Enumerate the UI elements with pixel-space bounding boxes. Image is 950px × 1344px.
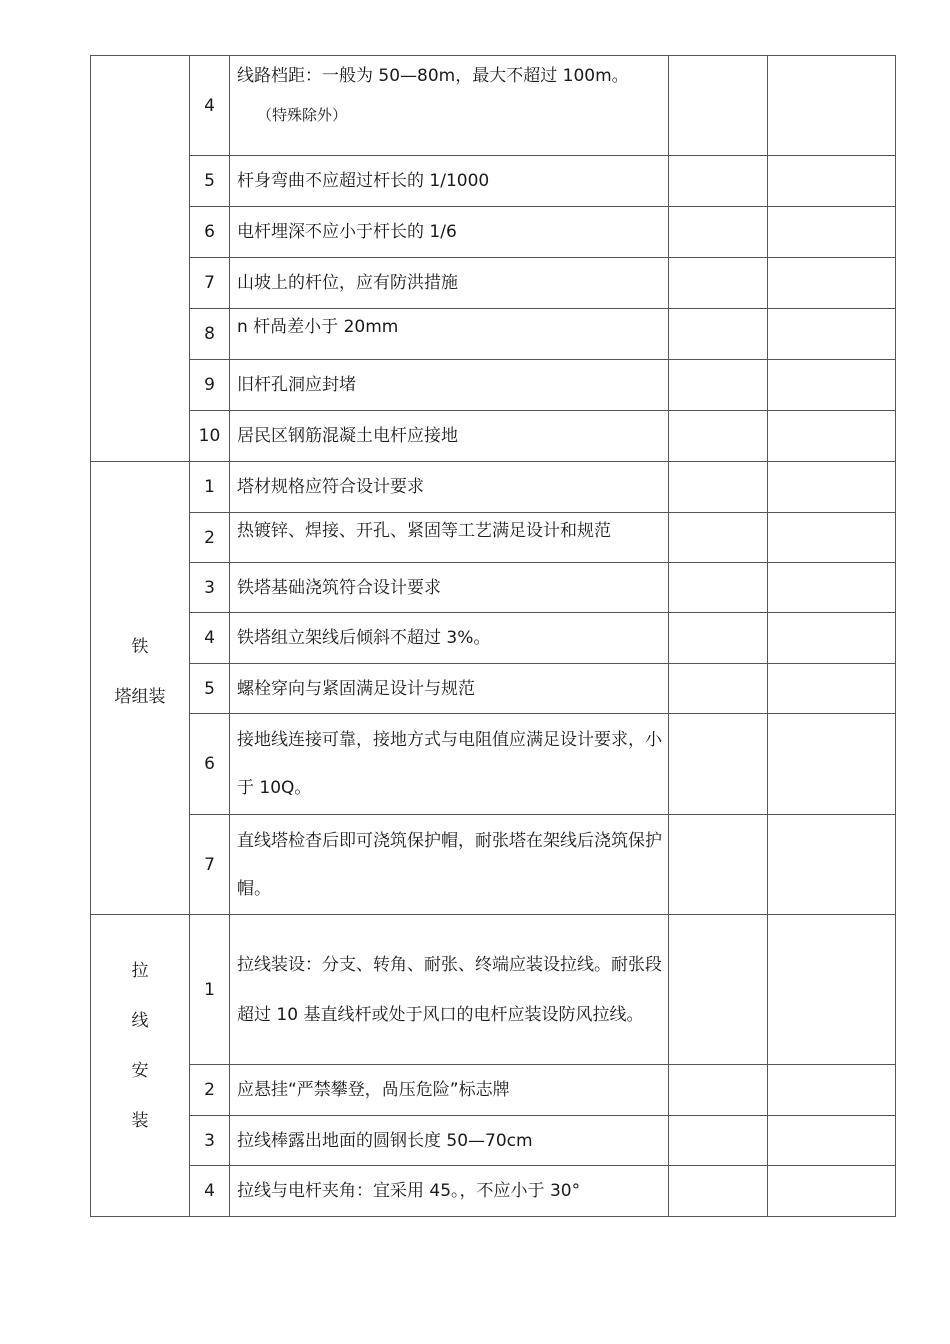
result-cell[interactable] bbox=[669, 56, 768, 156]
group-label-char: 线 bbox=[131, 1010, 149, 1031]
result-cell[interactable] bbox=[669, 1065, 768, 1116]
item-text: 直线塔检杳后即可浇筑保护帽，耐张塔在架线后浇筑保护帽。 bbox=[230, 815, 669, 915]
result-cell[interactable] bbox=[669, 915, 768, 1065]
group-label-char: 装 bbox=[131, 1110, 149, 1131]
row-number: 4 bbox=[190, 1166, 230, 1217]
table-row bbox=[91, 258, 896, 309]
table-row bbox=[91, 462, 896, 513]
result-cell[interactable] bbox=[669, 309, 768, 360]
group-label-line2: 塔组装 bbox=[114, 687, 166, 707]
row-number: 2 bbox=[190, 1065, 230, 1116]
remark-cell[interactable] bbox=[768, 411, 896, 462]
table-row bbox=[91, 563, 896, 613]
result-cell[interactable] bbox=[669, 1116, 768, 1166]
remark-cell[interactable] bbox=[768, 513, 896, 563]
remark-cell[interactable] bbox=[768, 258, 896, 309]
item-text: 铁塔基础浇筑符合设计要求 bbox=[230, 563, 669, 613]
inspection-table bbox=[90, 55, 896, 1217]
item-text: 拉线与电杆夹角：宜采用 45。，不应小于 30° bbox=[230, 1166, 669, 1217]
table-row bbox=[91, 1166, 896, 1217]
result-cell[interactable] bbox=[669, 411, 768, 462]
remark-cell[interactable] bbox=[768, 462, 896, 513]
row-number: 7 bbox=[190, 815, 230, 915]
item-text: n 杆咼差小于 20mm bbox=[230, 309, 669, 360]
table-row bbox=[91, 815, 896, 915]
row-number: 4 bbox=[190, 56, 230, 156]
remark-cell[interactable] bbox=[768, 56, 896, 156]
remark-cell[interactable] bbox=[768, 309, 896, 360]
result-cell[interactable] bbox=[669, 664, 768, 714]
table-row bbox=[91, 309, 896, 360]
item-text: 塔材规格应符合设计要求 bbox=[230, 462, 669, 513]
remark-cell[interactable] bbox=[768, 815, 896, 915]
item-text: 旧杆孔洞应封堵 bbox=[230, 360, 669, 411]
row-number: 9 bbox=[190, 360, 230, 411]
row-number: 3 bbox=[190, 563, 230, 613]
row-number: 1 bbox=[190, 462, 230, 513]
item-text: 拉线棒露出地面的圆钢长度 50—70cm bbox=[230, 1116, 669, 1166]
result-cell[interactable] bbox=[669, 156, 768, 207]
group-label-char: 拉 bbox=[131, 960, 149, 981]
remark-cell[interactable] bbox=[768, 1116, 896, 1166]
table-row bbox=[91, 915, 896, 1065]
remark-cell[interactable] bbox=[768, 1166, 896, 1217]
group-cell-tower-assembly bbox=[91, 462, 190, 915]
result-cell[interactable] bbox=[669, 714, 768, 815]
row-number: 5 bbox=[190, 156, 230, 207]
table-row bbox=[91, 156, 896, 207]
group-label-line1: 铁 bbox=[131, 637, 149, 657]
row-number: 10 bbox=[190, 411, 230, 462]
item-text: 山坡上的杆位，应有防洪措施 bbox=[230, 258, 669, 309]
result-cell[interactable] bbox=[669, 1166, 768, 1217]
table-row bbox=[91, 1116, 896, 1166]
table-row bbox=[91, 411, 896, 462]
remark-cell[interactable] bbox=[768, 714, 896, 815]
row-number: 5 bbox=[190, 664, 230, 714]
group-cell-empty bbox=[91, 56, 190, 462]
remark-cell[interactable] bbox=[768, 613, 896, 664]
result-cell[interactable] bbox=[669, 815, 768, 915]
item-text: 杆身弯曲不应超过杆长的 1/1000 bbox=[230, 156, 669, 207]
table-row bbox=[91, 513, 896, 563]
table-row bbox=[91, 613, 896, 664]
item-text: 居民区钢筋混凝土电杆应接地 bbox=[230, 411, 669, 462]
result-cell[interactable] bbox=[669, 462, 768, 513]
remark-cell[interactable] bbox=[768, 563, 896, 613]
item-text: 电杆埋深不应小于杆长的 1/6 bbox=[230, 207, 669, 258]
item-main-text: 线路档距：一般为 50—80m，最大不超过 100m。 bbox=[237, 66, 629, 86]
item-text: 应悬挂“严禁攀登，咼压危险”标志牌 bbox=[230, 1065, 669, 1116]
item-text: 热镀锌、焊接、开孔、紧固等工艺满足设计和规范 bbox=[230, 513, 669, 563]
item-text: 拉线装设：分支、转角、耐张、终端应装设拉线。耐张段超过 10 基直线杆或处于风口的电杆应装设防风拉线。 bbox=[230, 915, 669, 1065]
remark-cell[interactable] bbox=[768, 207, 896, 258]
result-cell[interactable] bbox=[669, 258, 768, 309]
table-row bbox=[91, 56, 896, 156]
remark-cell[interactable] bbox=[768, 360, 896, 411]
table-row bbox=[91, 714, 896, 815]
row-number: 6 bbox=[190, 714, 230, 815]
table-row bbox=[91, 207, 896, 258]
row-number: 6 bbox=[190, 207, 230, 258]
remark-cell[interactable] bbox=[768, 915, 896, 1065]
table-row bbox=[91, 664, 896, 714]
row-number: 7 bbox=[190, 258, 230, 309]
result-cell[interactable] bbox=[669, 360, 768, 411]
result-cell[interactable] bbox=[669, 613, 768, 664]
item-text: 螺栓穿向与紧固满足设计与规范 bbox=[230, 664, 669, 714]
row-number: 1 bbox=[190, 915, 230, 1065]
result-cell[interactable] bbox=[669, 563, 768, 613]
remark-cell[interactable] bbox=[768, 156, 896, 207]
remark-cell[interactable] bbox=[768, 664, 896, 714]
item-note: （特殊除外） bbox=[257, 106, 348, 124]
row-number: 8 bbox=[190, 309, 230, 360]
item-text: 接地线连接可靠，接地方式与电阻值应满足设计要求，小于 10Q。 bbox=[230, 714, 669, 815]
group-label bbox=[91, 946, 189, 1146]
row-number: 3 bbox=[190, 1116, 230, 1166]
result-cell[interactable] bbox=[669, 513, 768, 563]
group-label bbox=[91, 622, 189, 722]
group-cell-guy-wire-install bbox=[91, 915, 190, 1217]
remark-cell[interactable] bbox=[768, 1065, 896, 1116]
row-number: 2 bbox=[190, 513, 230, 563]
table-row bbox=[91, 1065, 896, 1116]
table-row bbox=[91, 360, 896, 411]
item-text: 铁塔组立架线后倾斜不超过 3%。 bbox=[230, 613, 669, 664]
row-number: 4 bbox=[190, 613, 230, 664]
result-cell[interactable] bbox=[669, 207, 768, 258]
group-label-char: 安 bbox=[131, 1060, 149, 1081]
item-text bbox=[230, 56, 669, 156]
